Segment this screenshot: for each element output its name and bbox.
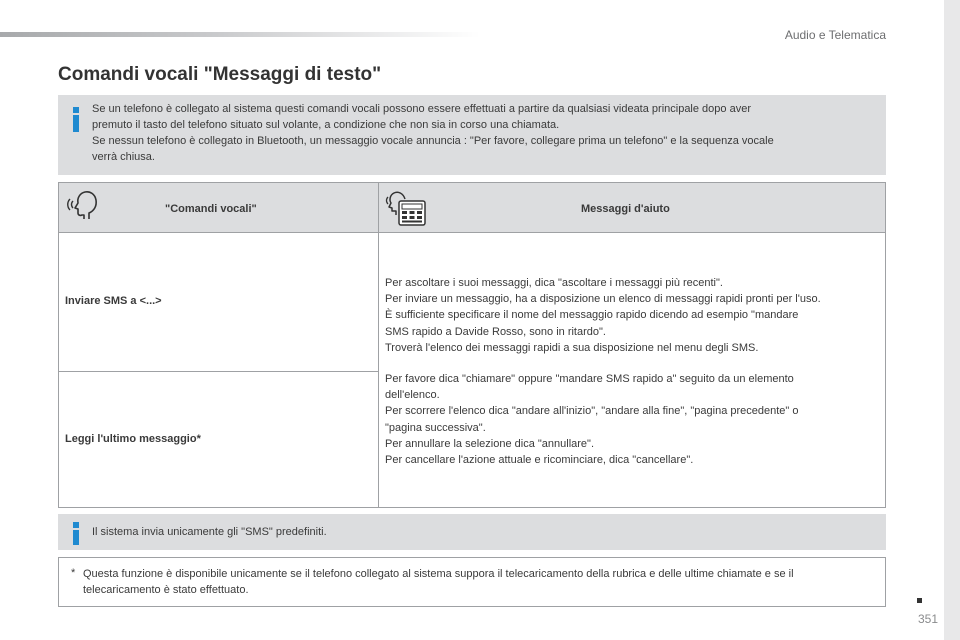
page-number: 351 (917, 612, 938, 626)
help-line: Per annullare la selezione dica "annullare". (385, 437, 594, 450)
help-text-block-2 (385, 371, 881, 468)
help-line: Troverà l'elenco dei messaggi rapidi a sua disposizione nel menu degli SMS. (385, 341, 759, 354)
section-label: Audio e Telematica (784, 28, 886, 42)
row-divider (59, 371, 378, 372)
info-line: Se un telefono è collegato al sistema questi comandi vocali possono essere effettuati a partire da qualsiasi videata principale dopo aver (92, 103, 751, 115)
help-line: Per favore dica "chiamare" oppure "mandare SMS rapido a" seguito da un elemento (385, 373, 794, 385)
voice-commands-table (58, 182, 886, 508)
footnote (58, 557, 886, 607)
speaking-head-icon (67, 189, 103, 223)
header-help-label: Messaggi d'aiuto (581, 203, 670, 215)
help-line: dell'elenco. (385, 389, 440, 402)
header-cell-commands (59, 183, 378, 233)
column-divider (378, 183, 379, 507)
help-line: Per scorrere l'elenco dica "andare all'inizio", "andare alla fine", "pagina precedente" o (385, 405, 799, 418)
info-icon (72, 107, 80, 132)
command-send-sms: Inviare SMS a <...> (65, 295, 162, 307)
footnote-line: Questa funzione è disponibile unicamente se il telefono collegato al sistema suppora il telecaricamento della rubrica e delle ultime chiamate e se il (83, 568, 794, 580)
info-box-sms (58, 514, 886, 550)
info-icon (72, 522, 80, 545)
page-title: Comandi vocali "Messaggi di testo" (58, 64, 382, 85)
help-line: Per ascoltare i suoi messaggi, dica "ascoltare i messaggi più recenti". (385, 277, 723, 289)
page-edge-strip (944, 0, 960, 640)
table-header (59, 183, 885, 233)
header-commands-label: "Comandi vocali" (165, 203, 257, 215)
info-line: verrà chiusa. (92, 151, 155, 163)
page-marker (917, 598, 922, 603)
header-cell-help (379, 183, 885, 233)
command-read-last-message: Leggi l'ultimo messaggio* (65, 433, 201, 445)
help-text-block-1 (385, 275, 881, 356)
info-sms-text: Il sistema invia unicamente gli "SMS" predefiniti. (92, 526, 327, 538)
info-box-connection (58, 95, 886, 175)
header-gradient-bar (0, 32, 480, 37)
help-line: Per cancellare l'azione attuale e ricominciare, dica "cancellare". (385, 454, 694, 467)
footnote-line: telecaricamento è stato effettuato. (83, 584, 249, 596)
help-line: "pagina successiva". (385, 421, 486, 434)
help-line: SMS rapido a Davide Rosso, sono in ritardo". (385, 325, 606, 338)
info-line: premuto il tasto del telefono situato sul volante, a condizione che non sia in corso una chiamata. (92, 119, 560, 131)
info-line: Se nessun telefono è collegato in Bluetooth, un messaggio vocale annuncia : "Per favore, collegare prima un telefono" e la sequenza vocale (92, 135, 774, 147)
voice-keypad-icon (385, 189, 429, 227)
footnote-marker: * (71, 567, 76, 579)
help-line: È sufficiente specificare il nome del messaggio rapido dicendo ad esempio "mandare (385, 309, 799, 322)
help-line: Per inviare un messaggio, ha a disposizione un elenco di messaggi rapidi pronti per l'uso. (385, 293, 821, 306)
